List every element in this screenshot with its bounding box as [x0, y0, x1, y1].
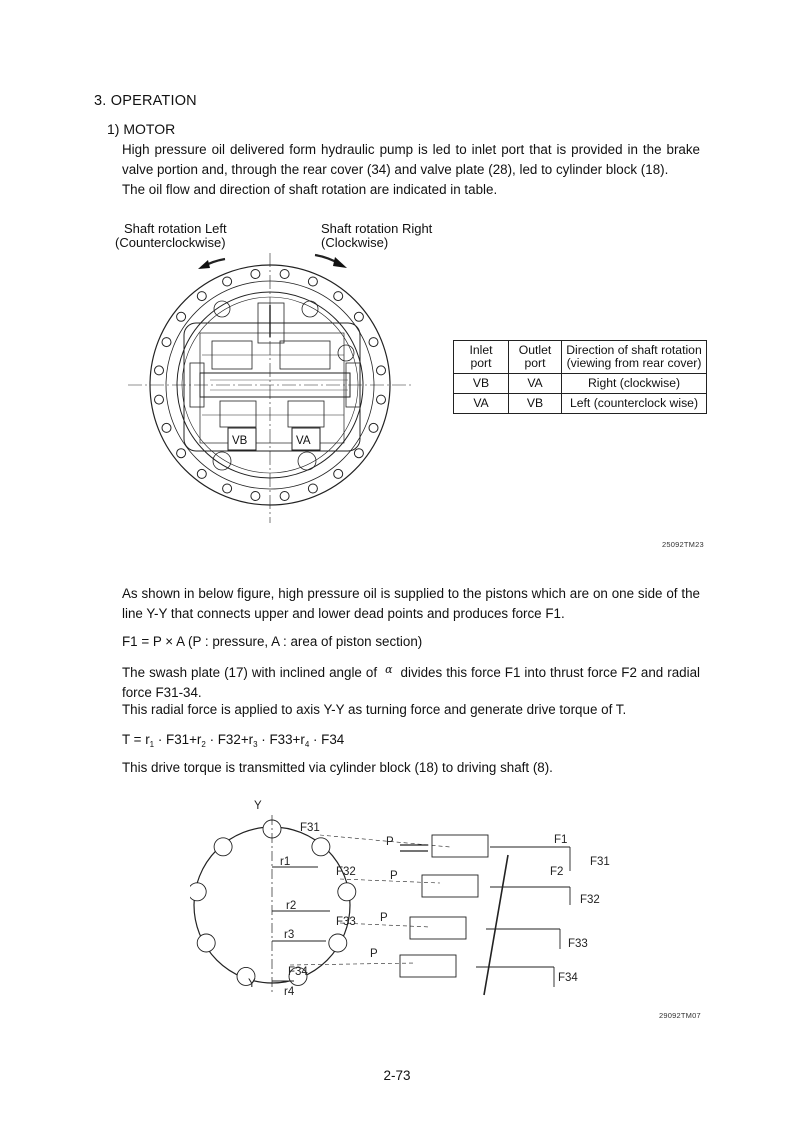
alpha-symbol: α: [385, 663, 393, 676]
page-number: 2-73: [383, 1068, 411, 1083]
table-cell: VA: [509, 374, 562, 394]
bolt-hole: [354, 312, 363, 321]
force-f34-right-label: F34: [558, 972, 578, 984]
axis-y-top-label: Y: [254, 800, 262, 812]
bolt-hole: [177, 312, 186, 321]
flow-direction-table: [453, 340, 707, 414]
pressure-label-1: P: [386, 836, 394, 848]
header-outlet-line2: port: [524, 356, 546, 370]
force-f34-label: F34: [288, 966, 308, 978]
piston-bore: [190, 883, 206, 901]
piston-bore: [338, 883, 356, 901]
bolt-hole: [197, 469, 206, 478]
radius-r3-label: r3: [284, 929, 295, 941]
torque-sub-4: 4: [304, 740, 310, 749]
bolt-hole: [308, 484, 317, 493]
piston-bore: [197, 934, 215, 952]
bolt-hole: [223, 484, 232, 493]
body-paragraph-2b: divides this force F1 into thrust force F2 and radial force F31-34.: [122, 665, 701, 700]
radius-r2-label: r2: [286, 900, 297, 912]
table-cell: VA: [454, 394, 509, 414]
table-cell: VB: [454, 374, 509, 394]
torque-term-1: · F31+r: [154, 732, 202, 747]
bolt-hole: [377, 366, 386, 375]
port-va-label: VA: [296, 435, 311, 447]
intro-line-2: The oil flow and direction of shaft rotation are indicated in table.: [122, 182, 498, 197]
torque-sub-1: 1: [149, 740, 155, 749]
bolt-hole: [280, 270, 289, 279]
header-direction-line2: (viewing from rear cover): [566, 356, 702, 370]
table-row: [454, 374, 707, 394]
pressure-label-3: P: [380, 912, 388, 924]
force-f33-right-label: F33: [568, 938, 588, 950]
header-direction-line1: Direction of shaft rotation: [566, 343, 702, 357]
cylinder-piston-holes: [190, 820, 356, 985]
bolt-hole: [308, 277, 317, 286]
port-vb-label: VB: [232, 435, 248, 447]
header-direction: [562, 341, 707, 374]
table-header-row: [454, 341, 707, 374]
rotation-left-line-1: Shaft rotation Left: [124, 221, 227, 236]
bolt-hole: [377, 395, 386, 404]
motor-section-drawing: [120, 245, 440, 530]
figure2-code: 29092TM07: [659, 1011, 701, 1020]
piston-bore: [312, 838, 330, 856]
bolt-hole: [177, 449, 186, 458]
body-paragraph-4: This drive torque is transmitted via cylinder block (18) to driving shaft (8).: [122, 760, 553, 775]
bolt-hole: [334, 292, 343, 301]
bolt-hole: [369, 423, 378, 432]
bolt-hole: [223, 277, 232, 286]
formula-force: F1 = P × A (P : pressure, A : area of piston section): [122, 634, 423, 649]
force-f32-label: F32: [336, 866, 356, 878]
torque-prefix: T = r: [122, 732, 150, 747]
figure1-code: 25092TM23: [662, 540, 704, 549]
radius-r1-label: r1: [280, 856, 291, 868]
bolt-hole: [155, 366, 164, 375]
bolt-hole: [155, 395, 164, 404]
subsection-title: 1) MOTOR: [107, 121, 176, 137]
bolt-hole: [162, 423, 171, 432]
bolt-hole: [251, 492, 260, 501]
bolt-hole: [197, 292, 206, 301]
table-cell: Left (counterclock wise): [562, 394, 707, 414]
bolt-hole: [162, 338, 171, 347]
piston-bore: [214, 838, 232, 856]
header-inlet: [454, 341, 509, 374]
pressure-label-4: P: [370, 948, 378, 960]
body-paragraph-3: This radial force is applied to axis Y-Y as turning force and generate drive torque of T.: [122, 702, 627, 717]
torque-sub-3: 3: [253, 740, 258, 749]
header-inlet-line1: Inlet: [469, 343, 493, 357]
section-title: 3. OPERATION: [94, 93, 197, 109]
piston-force-diagram: [190, 795, 620, 1010]
bolt-hole: [251, 270, 260, 279]
bolt-hole: [354, 449, 363, 458]
body-paragraph-2a: The swash plate (17) with inclined angle of: [122, 665, 378, 680]
force-f31-label: F31: [300, 822, 320, 834]
force-f32-right-label: F32: [580, 894, 600, 906]
header-inlet-line2: port: [470, 356, 492, 370]
axis-y-bottom-label: Y: [248, 978, 256, 990]
torque-term-3: · F33+r: [257, 732, 305, 747]
torque-term-4: · F34: [309, 732, 345, 747]
pressure-label-2: P: [390, 870, 398, 882]
force-f1-label: F1: [554, 834, 568, 846]
torque-term-2: · F32+r: [205, 732, 254, 747]
rotation-right-line-2: (Clockwise): [321, 235, 389, 250]
force-f31-right-label: F31: [590, 856, 610, 868]
bolt-hole: [334, 469, 343, 478]
formula-torque: [122, 730, 700, 755]
body-paragraph-1: As shown in below figure, high pressure oil is supplied to the pistons which are on one side of the line Y-Y that connects upper and lower dead points and produces force F1.: [122, 586, 700, 621]
bolt-hole: [369, 338, 378, 347]
force-f33-label: F33: [336, 916, 356, 928]
header-outlet-line1: Outlet: [518, 343, 552, 357]
force-f2-label: F2: [550, 866, 564, 878]
piston-bore: [329, 934, 347, 952]
rotation-right-line-1: Shaft rotation Right: [321, 221, 433, 236]
intro-line-1: High pressure oil delivered form hydraulic pump is led to inlet port that is provided in the brake valve portion and, through the rear cover (34) and valve plate (28), led to cylinder block (18).: [122, 142, 700, 177]
body-paragraph-2: [122, 660, 700, 703]
radius-r4-label: r4: [284, 986, 295, 998]
table-cell: VB: [509, 394, 562, 414]
bolt-hole: [280, 492, 289, 501]
table-row: [454, 394, 707, 414]
table-cell: Right (clockwise): [562, 374, 707, 394]
torque-sub-2: 2: [201, 740, 206, 749]
intro-text: [122, 140, 700, 200]
rotation-left-line-2: (Counterclockwise): [115, 235, 226, 250]
header-outlet: [509, 341, 562, 374]
